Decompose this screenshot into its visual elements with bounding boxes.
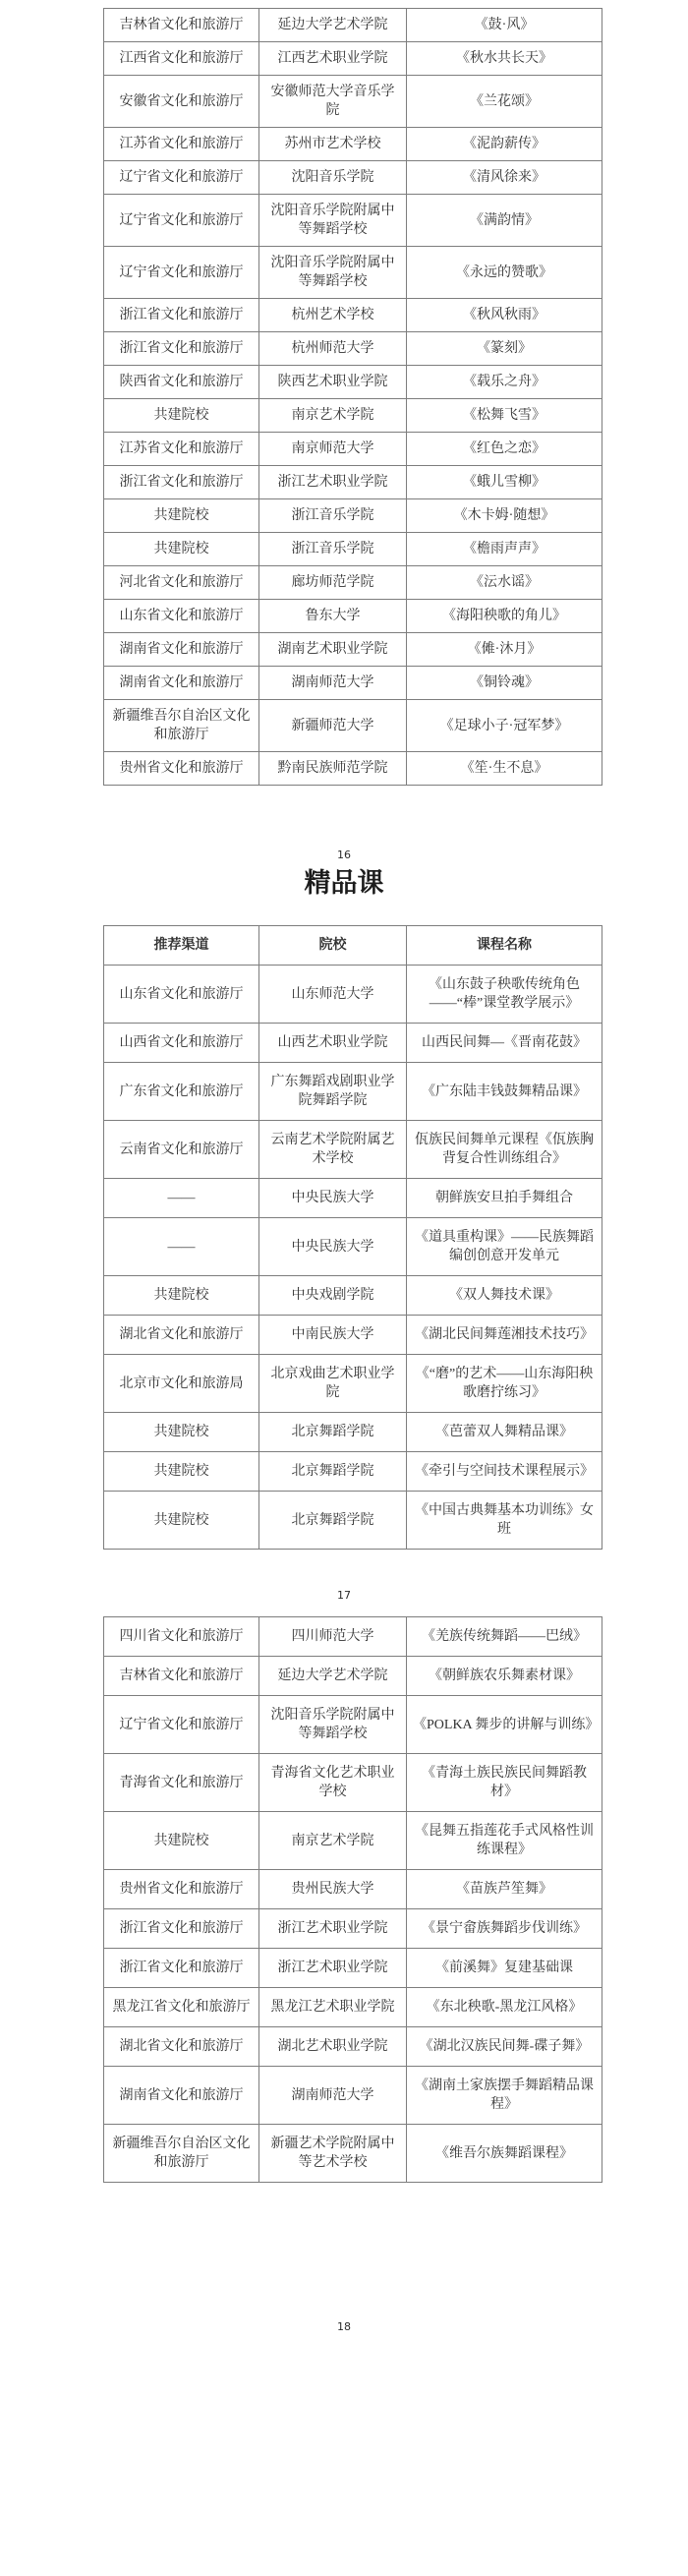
table-row: [104, 399, 602, 433]
table-row: [104, 1063, 602, 1121]
cell-school: 安徽师范大学音乐学院: [259, 76, 407, 128]
cell-school: 山西艺术职业学院: [259, 1024, 407, 1063]
cell-channel: 浙江省文化和旅游厅: [104, 1949, 259, 1988]
cell-channel: 北京市文化和旅游局: [104, 1355, 259, 1413]
table-row: [104, 1696, 602, 1754]
cell-channel: 浙江省文化和旅游厅: [104, 299, 259, 332]
cell-course: 《湖北汉族民间舞-碟子舞》: [407, 2027, 602, 2067]
cell-channel: 吉林省文化和旅游厅: [104, 9, 259, 42]
cell-course: 佤族民间舞单元课程《佤族胸背复合性训练组合》: [407, 1121, 602, 1179]
cell-course: 《载乐之舟》: [407, 366, 602, 399]
table-row: [104, 752, 602, 786]
quality-course-table-body: [104, 966, 602, 1550]
cell-school: 陕西艺术职业学院: [259, 366, 407, 399]
cell-channel: 共建院校: [104, 1492, 259, 1550]
table-row: [104, 2125, 602, 2183]
table-row: [104, 1492, 602, 1550]
table-row: [104, 1617, 602, 1657]
table-row: [104, 1218, 602, 1276]
cell-school: 浙江音乐学院: [259, 499, 407, 533]
cell-school: 北京戏曲艺术职业学院: [259, 1355, 407, 1413]
table-row: [104, 2067, 602, 2125]
cell-channel: 山东省文化和旅游厅: [104, 600, 259, 633]
cell-school: 江西艺术职业学院: [259, 42, 407, 76]
table-row: [104, 433, 602, 466]
cell-course: 《蛾儿雪柳》: [407, 466, 602, 499]
cell-course: 《羌族传统舞蹈——巴绒》: [407, 1617, 602, 1657]
table-row: [104, 161, 602, 195]
cell-course: 《足球小子·冠军梦》: [407, 700, 602, 752]
cell-course: 《傩·沐月》: [407, 633, 602, 667]
cell-channel: 江西省文化和旅游厅: [104, 42, 259, 76]
quality-course-continued-body: [104, 1617, 602, 2183]
cell-course: 《鼓·风》: [407, 9, 602, 42]
table-row: [104, 566, 602, 600]
cell-school: 新疆师范大学: [259, 700, 407, 752]
cell-course: 《湖北民间舞莲湘技术技巧》: [407, 1316, 602, 1355]
table-row: [104, 76, 602, 128]
quality-course-table-continued: [103, 1616, 602, 2183]
cell-course: 《湖南土家族摆手舞蹈精品课程》: [407, 2067, 602, 2125]
table-row: [104, 1870, 602, 1909]
cell-channel: 新疆维吾尔自治区文化和旅游厅: [104, 2125, 259, 2183]
cell-channel: 湖北省文化和旅游厅: [104, 2027, 259, 2067]
cell-channel: 浙江省文化和旅游厅: [104, 466, 259, 499]
col-header-school: 院校: [259, 926, 407, 966]
table-row: [104, 332, 602, 366]
cell-course: 《中国古典舞基本功训练》女班: [407, 1492, 602, 1550]
cell-school: 湖南师范大学: [259, 667, 407, 700]
cell-course: 《永远的赞歌》: [407, 247, 602, 299]
table-row: [104, 533, 602, 566]
cell-course: 《山东鼓子秧歌传统角色——“棒”课堂教学展示》: [407, 966, 602, 1024]
section-title: 精品课: [304, 868, 384, 899]
page-number-17: 17: [337, 1589, 351, 1602]
cell-school: 沈阳音乐学院附属中等舞蹈学校: [259, 247, 407, 299]
cell-school: 北京舞蹈学院: [259, 1492, 407, 1550]
cell-channel: 浙江省文化和旅游厅: [104, 332, 259, 366]
cell-course: 《维吾尔族舞蹈课程》: [407, 2125, 602, 2183]
cell-course: 《红色之恋》: [407, 433, 602, 466]
cell-channel: 云南省文化和旅游厅: [104, 1121, 259, 1179]
cell-channel: 共建院校: [104, 399, 259, 433]
col-header-channel: 推荐渠道: [104, 926, 259, 966]
cell-channel: ——: [104, 1218, 259, 1276]
cell-course: 《牵引与空间技术课程展示》: [407, 1452, 602, 1492]
table-row: [104, 1024, 602, 1063]
table-row: [104, 466, 602, 499]
cell-channel: 四川省文化和旅游厅: [104, 1617, 259, 1657]
cell-course: 朝鲜族安旦拍手舞组合: [407, 1179, 602, 1218]
works-table-body: [104, 9, 602, 786]
cell-school: 苏州市艺术学校: [259, 128, 407, 161]
page-break-gap: [0, 1603, 688, 1616]
cell-course: 《秋风秋雨》: [407, 299, 602, 332]
cell-channel: 山东省文化和旅游厅: [104, 966, 259, 1024]
cell-channel: 山西省文化和旅游厅: [104, 1024, 259, 1063]
cell-course: 《芭蕾双人舞精品课》: [407, 1413, 602, 1452]
cell-channel: 共建院校: [104, 1812, 259, 1870]
table-row: [104, 1754, 602, 1812]
cell-channel: 湖南省文化和旅游厅: [104, 667, 259, 700]
cell-course: 《海阳秧歌的角儿》: [407, 600, 602, 633]
cell-course: 《泥韵薪传》: [407, 128, 602, 161]
cell-channel: 贵州省文化和旅游厅: [104, 752, 259, 786]
table-row: [104, 1179, 602, 1218]
cell-school: 鲁东大学: [259, 600, 407, 633]
cell-course: 《东北秧歌-黑龙江风格》: [407, 1988, 602, 2027]
table-row: [104, 600, 602, 633]
cell-channel: 江苏省文化和旅游厅: [104, 128, 259, 161]
cell-school: 延边大学艺术学院: [259, 1657, 407, 1696]
cell-course: 《檐雨声声》: [407, 533, 602, 566]
cell-course: 《笙·生不息》: [407, 752, 602, 786]
title-table-gap: [0, 900, 688, 925]
cell-course: 《景宁畲族舞蹈步伐训练》: [407, 1909, 602, 1949]
cell-course: 《兰花颂》: [407, 76, 602, 128]
cell-channel: 河北省文化和旅游厅: [104, 566, 259, 600]
cell-channel: 黑龙江省文化和旅游厅: [104, 1988, 259, 2027]
table-row: [104, 247, 602, 299]
cell-channel: 贵州省文化和旅游厅: [104, 1870, 259, 1909]
cell-channel: 辽宁省文化和旅游厅: [104, 195, 259, 247]
cell-school: 浙江艺术职业学院: [259, 466, 407, 499]
cell-school: 南京艺术学院: [259, 399, 407, 433]
table-row: [104, 1316, 602, 1355]
cell-school: 沈阳音乐学院附属中等舞蹈学校: [259, 1696, 407, 1754]
table-row: [104, 1452, 602, 1492]
cell-course: 《沄水谣》: [407, 566, 602, 600]
cell-channel: 安徽省文化和旅游厅: [104, 76, 259, 128]
cell-channel: 江苏省文化和旅游厅: [104, 433, 259, 466]
table-row: [104, 1657, 602, 1696]
cell-school: 廊坊师范学院: [259, 566, 407, 600]
table-row: [104, 2027, 602, 2067]
cell-channel: 辽宁省文化和旅游厅: [104, 161, 259, 195]
cell-school: 杭州艺术学校: [259, 299, 407, 332]
cell-school: 沈阳音乐学院附属中等舞蹈学校: [259, 195, 407, 247]
table-row: [104, 299, 602, 332]
table-row: [104, 1413, 602, 1452]
cell-course: 《清风徐来》: [407, 161, 602, 195]
cell-course: 山西民间舞—《晋南花鼓》: [407, 1024, 602, 1063]
cell-channel: 湖北省文化和旅游厅: [104, 1316, 259, 1355]
cell-school: 云南艺术学院附属艺术学校: [259, 1121, 407, 1179]
cell-channel: 共建院校: [104, 533, 259, 566]
cell-channel: 新疆维吾尔自治区文化和旅游厅: [104, 700, 259, 752]
cell-channel: 辽宁省文化和旅游厅: [104, 1696, 259, 1754]
cell-school: 贵州民族大学: [259, 1870, 407, 1909]
cell-school: 浙江艺术职业学院: [259, 1909, 407, 1949]
cell-course: 《苗族芦笙舞》: [407, 1870, 602, 1909]
cell-channel: 共建院校: [104, 1276, 259, 1316]
cell-channel: 湖南省文化和旅游厅: [104, 2067, 259, 2125]
cell-channel: 吉林省文化和旅游厅: [104, 1657, 259, 1696]
cell-school: 延边大学艺术学院: [259, 9, 407, 42]
cell-course: 《朝鲜族农乐舞素材课》: [407, 1657, 602, 1696]
cell-course: 《铜铃魂》: [407, 667, 602, 700]
cell-school: 青海省文化艺术职业学校: [259, 1754, 407, 1812]
cell-course: 《昆舞五指莲花手式风格性训练课程》: [407, 1812, 602, 1870]
cell-course: 《道具重构课》——民族舞蹈编创创意开发单元: [407, 1218, 602, 1276]
top-margin: [0, 0, 688, 8]
cell-school: 浙江音乐学院: [259, 533, 407, 566]
cell-school: 湖南艺术职业学院: [259, 633, 407, 667]
table-row: [104, 700, 602, 752]
cell-school: 新疆艺术学院附属中等艺术学校: [259, 2125, 407, 2183]
cell-school: 中央民族大学: [259, 1179, 407, 1218]
table-row: [104, 195, 602, 247]
table-row: [104, 1355, 602, 1413]
cell-channel: 共建院校: [104, 499, 259, 533]
table-row: [104, 128, 602, 161]
cell-school: 中央民族大学: [259, 1218, 407, 1276]
col-header-course: 课程名称: [407, 926, 602, 966]
page-number-16: 16: [337, 849, 351, 861]
cell-school: 南京师范大学: [259, 433, 407, 466]
cell-school: 南京艺术学院: [259, 1812, 407, 1870]
cell-course: 《木卡姆·随想》: [407, 499, 602, 533]
cell-course: 《POLKA 舞步的讲解与训练》: [407, 1696, 602, 1754]
cell-course: 《松舞飞雪》: [407, 399, 602, 433]
cell-course: 《秋水共长天》: [407, 42, 602, 76]
cell-school: 广东舞蹈戏剧职业学院舞蹈学院: [259, 1063, 407, 1121]
cell-course: 《广东陆丰钱鼓舞精品课》: [407, 1063, 602, 1121]
cell-school: 浙江艺术职业学院: [259, 1949, 407, 1988]
cell-course: 《“磨”的艺术——山东海阳秧歌磨拧练习》: [407, 1355, 602, 1413]
cell-channel: 湖南省文化和旅游厅: [104, 633, 259, 667]
table-row: [104, 966, 602, 1024]
cell-channel: 共建院校: [104, 1452, 259, 1492]
cell-school: 中央戏剧学院: [259, 1276, 407, 1316]
table-row: [104, 667, 602, 700]
cell-channel: 辽宁省文化和旅游厅: [104, 247, 259, 299]
cell-course: 《青海土族民族民间舞蹈教材》: [407, 1754, 602, 1812]
quality-course-table-header: [104, 926, 602, 966]
table-row: [104, 499, 602, 533]
table-row: [104, 1988, 602, 2027]
table-row: [104, 9, 602, 42]
table-row: [104, 1909, 602, 1949]
header-row: [104, 926, 602, 966]
table-row: [104, 1812, 602, 1870]
works-table-continued: [103, 8, 602, 786]
cell-school: 北京舞蹈学院: [259, 1413, 407, 1452]
cell-course: 《篆刻》: [407, 332, 602, 366]
cell-school: 湖北艺术职业学院: [259, 2027, 407, 2067]
cell-channel: 青海省文化和旅游厅: [104, 1754, 259, 1812]
cell-school: 中南民族大学: [259, 1316, 407, 1355]
cell-school: 沈阳音乐学院: [259, 161, 407, 195]
table-row: [104, 633, 602, 667]
cell-channel: 陕西省文化和旅游厅: [104, 366, 259, 399]
cell-school: 四川师范大学: [259, 1617, 407, 1657]
table-row: [104, 1949, 602, 1988]
table-row: [104, 1121, 602, 1179]
cell-course: 《满韵情》: [407, 195, 602, 247]
cell-school: 湖南师范大学: [259, 2067, 407, 2125]
cell-channel: 浙江省文化和旅游厅: [104, 1909, 259, 1949]
table-row: [104, 42, 602, 76]
quality-course-table: [103, 925, 602, 1550]
cell-course: 《前溪舞》复建基础课: [407, 1949, 602, 1988]
table-row: [104, 1276, 602, 1316]
cell-school: 杭州师范大学: [259, 332, 407, 366]
cell-course: 《双人舞技术课》: [407, 1276, 602, 1316]
cell-channel: 广东省文化和旅游厅: [104, 1063, 259, 1121]
cell-school: 北京舞蹈学院: [259, 1452, 407, 1492]
cell-school: 黑龙江艺术职业学院: [259, 1988, 407, 2027]
cell-channel: ——: [104, 1179, 259, 1218]
table-row: [104, 366, 602, 399]
cell-channel: 共建院校: [104, 1413, 259, 1452]
page-number-18: 18: [337, 2320, 351, 2333]
cell-school: 山东师范大学: [259, 966, 407, 1024]
cell-school: 黔南民族师范学院: [259, 752, 407, 786]
